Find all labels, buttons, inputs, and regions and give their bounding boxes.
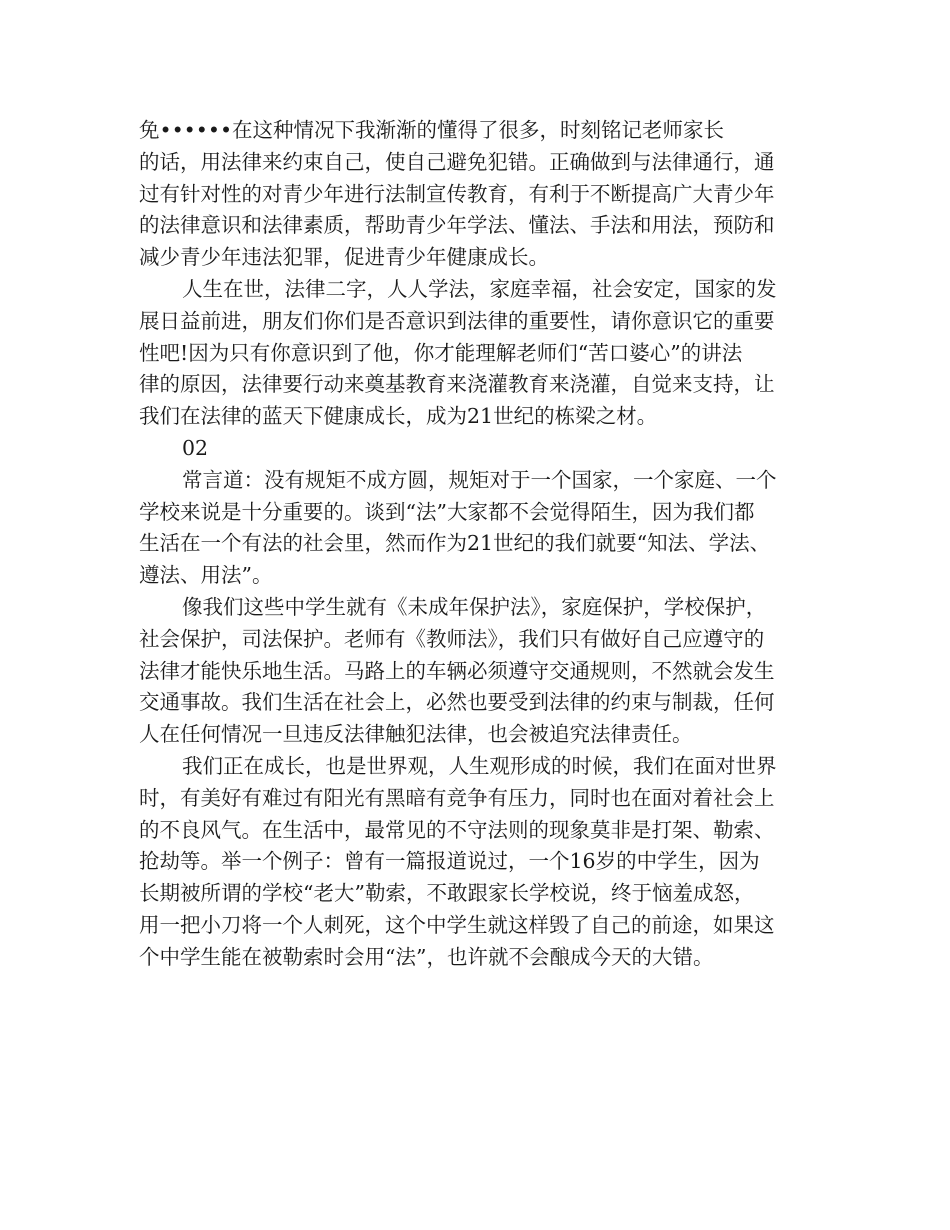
text-line: 长期被所谓的学校“老大”勒索，不敢跟家长学校说，终于恼羞成怒，	[139, 881, 755, 906]
text-line: 社会保护，司法保护。老师有《教师法》，我们只有做好自己应遵守的	[139, 626, 765, 651]
text-line: 过有针对性的对青少年进行法制宣传教育，有利于不断提高广大青少年	[139, 181, 775, 206]
text-line: 人生在世，法律二字，人人学法，家庭幸福，社会安定，国家的发	[182, 276, 777, 301]
text-line: 人在任何情况一旦违反法律触犯法律，也会被追究法律责任。	[139, 722, 693, 747]
text-line: 常言道：没有规矩不成方圆，规矩对于一个国家，一个家庭、一个	[182, 467, 777, 492]
paragraph	[139, 751, 829, 974]
text-line: 生活在一个有法的社会里，然而作为21世纪的我们就要“知法、学法、	[139, 531, 771, 556]
text-line: 我们在法律的蓝天下健康成长，成为21世纪的栋梁之材。	[139, 404, 658, 429]
text-line: 减少青少年违法犯罪，促进青少年健康成长。	[139, 245, 549, 270]
paragraph	[139, 433, 829, 465]
text-line: 的法律意识和法律素质，帮助青少年学法、懂法、手法和用法，预防和	[139, 213, 775, 238]
text-line: 个中学生能在被勒索时会用“法”，也许就不会酿成今天的大错。	[139, 944, 714, 969]
text-line: 的不良风气。在生活中，最常见的不守法则的现象莫非是打架、勒索、	[139, 817, 775, 842]
text-line: 展日益前进，朋友们你们是否意识到法律的重要性，请你意识它的重要	[139, 308, 775, 333]
document-page	[139, 115, 829, 974]
paragraph	[139, 274, 829, 433]
text-line: 免••••••在这种情况下我渐渐的懂得了很多，时刻铭记老师家长	[139, 118, 725, 142]
text-line: 时，有美好有难过有阳光有黑暗有竞争有压力，同时也在面对着社会上	[139, 785, 775, 810]
text-line: 性吧!因为只有你意识到了他，你才能理解老师们“苦口婆心”的讲法	[139, 340, 743, 365]
text-line: 像我们这些中学生就有《未成年保护法》，家庭保护，学校保护，	[182, 594, 767, 619]
text-line: 法律才能快乐地生活。马路上的车辆必须遵守交通规则，不然就会发生	[139, 658, 775, 683]
text-line: 抢劫等。举一个例子：曾有一篇报道说过，一个16岁的中学生，因为	[139, 849, 760, 874]
text-line: 律的原因，法律要行动来奠基教育来浇灌教育来浇灌，自觉来支持，让	[139, 372, 775, 397]
text-line: 的话，用法律来约束自己，使自己避免犯错。正确做到与法律通行，通	[139, 149, 775, 174]
paragraph	[139, 465, 829, 592]
paragraph	[139, 592, 829, 751]
text-line: 用一把小刀将一个人刺死，这个中学生就这样毁了自己的前途，如果这	[139, 912, 775, 937]
paragraph	[139, 115, 829, 274]
text-line: 02	[182, 435, 209, 460]
text-line: 学校来说是十分重要的。谈到“法”大家都不会觉得陌生，因为我们都	[139, 499, 755, 524]
text-line: 我们正在成长，也是世界观，人生观形成的时候，我们在面对世界	[182, 753, 777, 778]
text-line: 交通事故。我们生活在社会上，必然也要受到法律的约束与制裁，任何	[139, 690, 775, 715]
text-line: 遵法、用法”。	[139, 563, 273, 588]
